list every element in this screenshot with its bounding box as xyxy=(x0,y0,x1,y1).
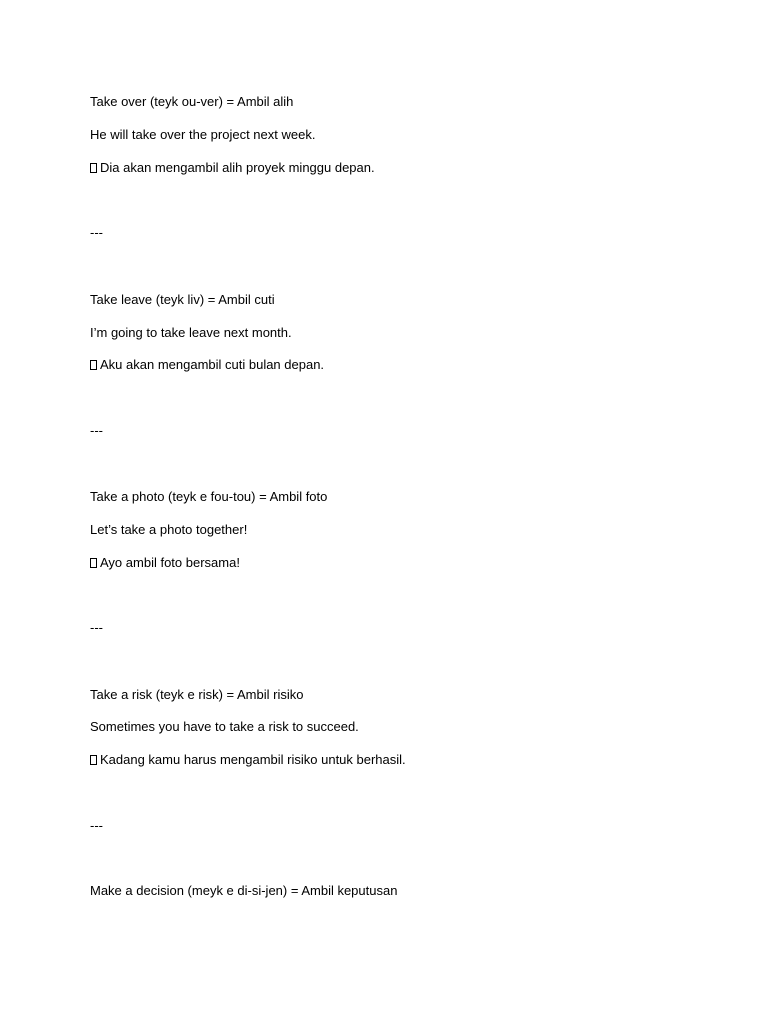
entry-translation: Kadang kamu harus mengambil risiko untuk berhasil. xyxy=(100,752,406,767)
missing-glyph-icon xyxy=(90,163,97,173)
entry-heading: Take a risk (teyk e risk) = Ambil risiko xyxy=(90,687,304,702)
entry-translation-line xyxy=(90,752,406,768)
entry-example: Let’s take a photo together! xyxy=(90,522,248,537)
entry-heading: Take over (teyk ou-ver) = Ambil alih xyxy=(90,94,294,109)
entry-heading: Take leave (teyk liv) = Ambil cuti xyxy=(90,292,275,307)
entry-example: He will take over the project next week. xyxy=(90,127,316,142)
entry-example: I’m going to take leave next month. xyxy=(90,325,292,340)
separator: --- xyxy=(90,620,103,635)
separator: --- xyxy=(90,423,103,438)
entry-translation: Dia akan mengambil alih proyek minggu depan. xyxy=(100,160,375,175)
missing-glyph-icon xyxy=(90,360,97,370)
entry-translation-line xyxy=(90,357,324,373)
separator: --- xyxy=(90,818,103,833)
entry-example: Sometimes you have to take a risk to succeed. xyxy=(90,719,359,734)
separator: --- xyxy=(90,225,103,240)
missing-glyph-icon xyxy=(90,558,97,568)
entry-translation: Aku akan mengambil cuti bulan depan. xyxy=(100,357,325,372)
entry-heading: Make a decision (meyk e di-si-jen) = Ambil keputusan xyxy=(90,883,398,898)
entry-translation-line xyxy=(90,160,375,176)
missing-glyph-icon xyxy=(90,755,97,765)
entry-translation: Ayo ambil foto bersama! xyxy=(100,555,240,570)
entry-heading: Take a photo (teyk e fou-tou) = Ambil foto xyxy=(90,489,328,504)
entry-translation-line xyxy=(90,555,240,571)
